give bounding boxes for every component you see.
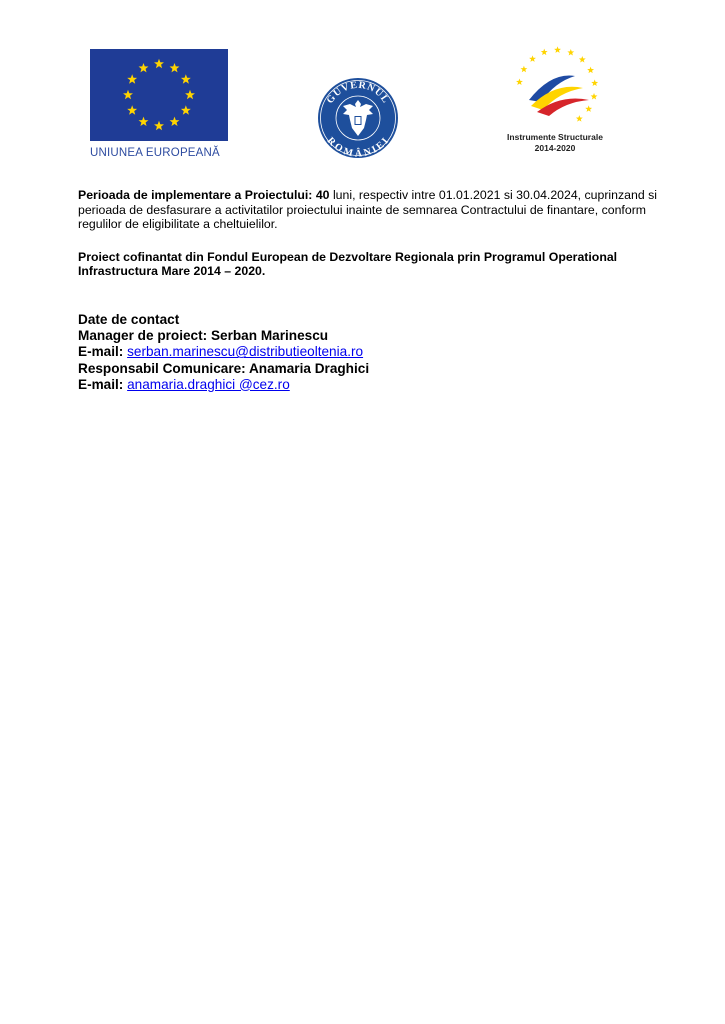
is-label-line1: Instrumente Structurale <box>507 132 603 142</box>
implementation-label: Perioada de implementare a Proiectului: <box>78 188 313 202</box>
is-label-line2: 2014-2020 <box>534 143 576 153</box>
manager-email-line <box>78 344 658 360</box>
is-star-icon <box>554 46 561 53</box>
implementation-text: luni, respectiv intre 01.01.2021 si 30.04.2024, cuprinzand si perioada de desfasurare a activitatilor proiectului inainte de semnarea Contractului de finantare, conform regulilor de eligibilitate a cheltuielilor. <box>78 188 657 232</box>
implementation-months: 40 <box>315 188 330 202</box>
email-label: E-mail: <box>78 376 124 392</box>
instrumente-structurale-logo <box>495 42 615 154</box>
comms-email-link[interactable]: anamaria.draghici @cez.ro <box>127 376 290 392</box>
is-star-icon <box>516 78 523 85</box>
is-star-icon <box>587 67 594 74</box>
eu-logo <box>90 49 228 159</box>
is-star-icon <box>576 115 583 122</box>
is-star-icon <box>579 56 586 63</box>
eu-label: UNIUNEA EUROPEANĂ <box>90 147 220 159</box>
cofinancing-text: Proiect cofinantat din Fondul European de Dezvoltare Regionala prin Programul Operational Infrastructura Mare 2014 – 2020. <box>78 249 618 279</box>
document-body <box>78 188 658 393</box>
comms-line <box>78 361 658 377</box>
is-star-icon <box>591 93 598 100</box>
manager-line <box>78 328 658 344</box>
eu-flag-icon <box>90 49 228 141</box>
contact-heading: Date de contact <box>78 311 180 327</box>
comms-email-line <box>78 377 658 393</box>
implementation-paragraph <box>78 188 658 232</box>
gov-text-bottom: ROMÂNIEI <box>324 135 392 160</box>
comms-name: Anamaria Draghici <box>248 360 370 376</box>
is-star-icon <box>567 49 574 56</box>
manager-name: Serban Marinescu <box>210 328 329 344</box>
contact-section <box>78 312 658 393</box>
email-label: E-mail: <box>78 344 124 360</box>
structural-instruments-icon <box>507 42 603 132</box>
logo-header <box>0 0 725 170</box>
is-star-icon <box>591 80 598 87</box>
manager-label: Manager de proiect: <box>78 328 208 344</box>
manager-email-link[interactable]: serban.marinescu@distributieoltenia.ro <box>127 344 364 360</box>
cofinancing-paragraph <box>78 250 658 279</box>
is-star-icon <box>541 49 548 56</box>
is-star-icon <box>585 105 592 112</box>
romanian-government-logo <box>316 76 400 160</box>
gov-text-top: GUVERNUL <box>324 79 392 106</box>
is-star-icon <box>529 55 536 62</box>
is-star-icon <box>520 66 527 73</box>
comms-label: Responsabil Comunicare: <box>78 360 246 376</box>
